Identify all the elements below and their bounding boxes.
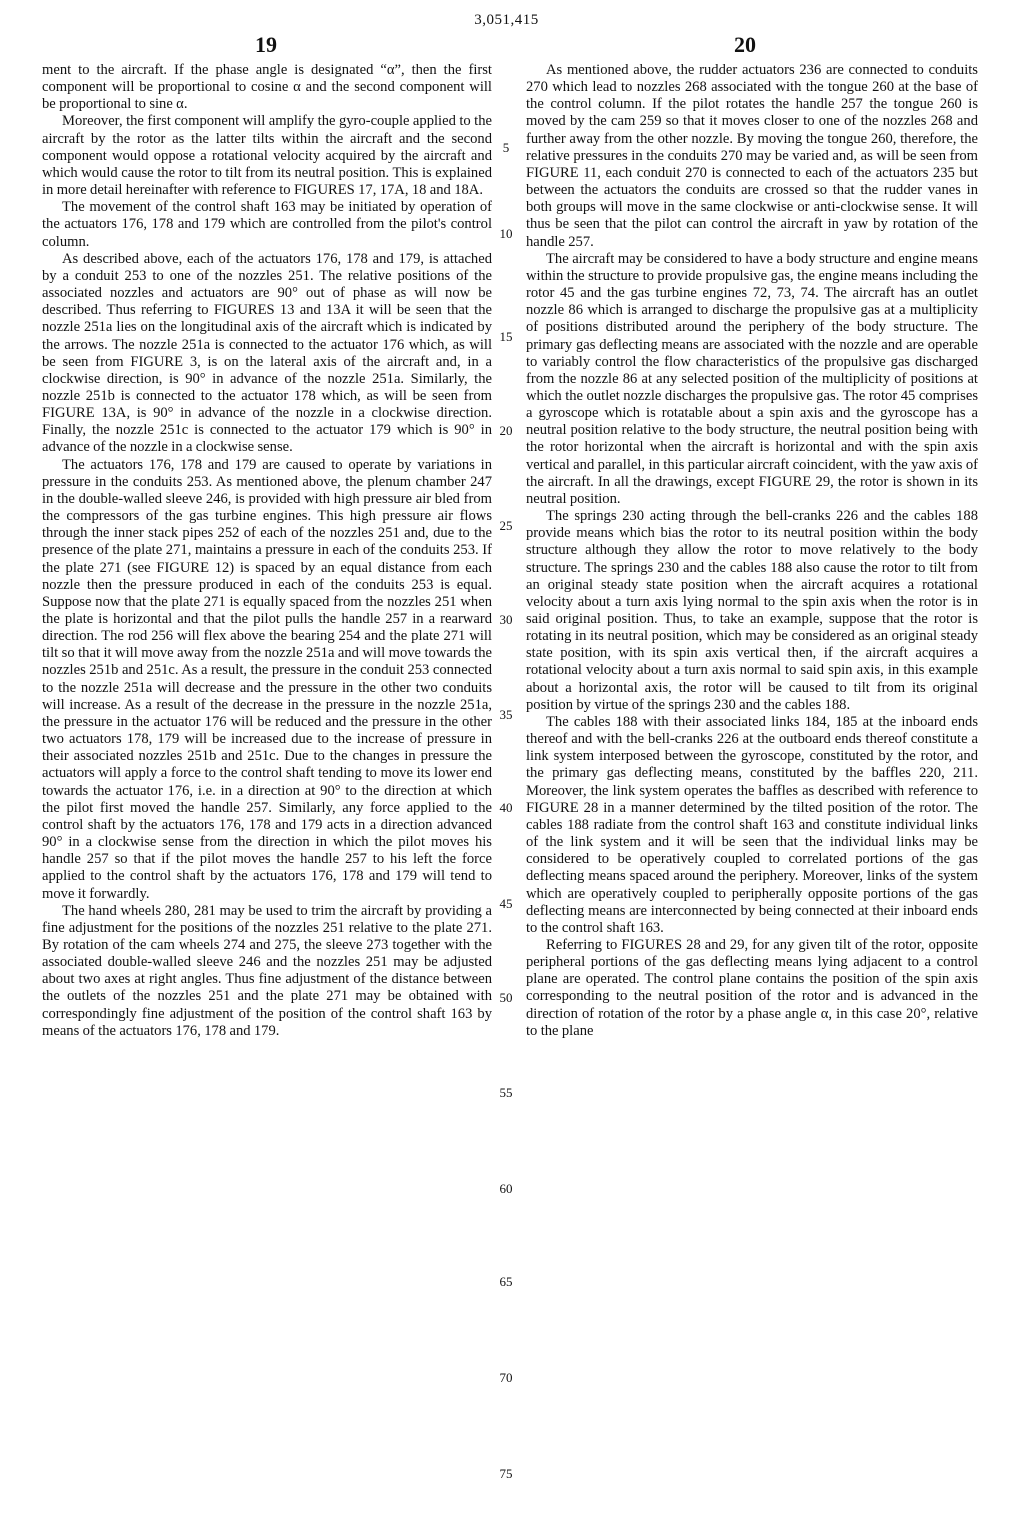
patent-number: 3,051,415	[474, 12, 539, 28]
right-page-number: 20	[734, 32, 756, 57]
paragraph: The cables 188 with their associated links 184, 185 at the inboard ends thereof and with the bell-cranks 226 at the outboard ends thereof constitute a link system interposed between the gyroscope, constituted by the rotor, and the primary gas deflecting means, constituted by the baffles 220, 211. Moreover, the link system operates the baffles as described with reference to FIGURE 28 in a manner determined by the tilted position of the rotor. The cables 188 radiate from the control shaft 163 and constitute individual links of the link system and it will be seen that the individual links may be considered to be operatively coupled to correlated portions of the gas deflecting means spaced around the periphery. Moreover, links of the system which are operatively coupled to peripherally opposite portions of the gas deflecting means are interconnected by being connected at their inboard ends to the control shaft 163.	[526, 713, 978, 936]
left-page-number: 19	[255, 32, 277, 57]
paragraph: ment to the aircraft. If the phase angle is designated “α”, then the first component will be proportional to cosine α and the second component will be proportional to sine α.	[42, 62, 492, 113]
paragraph: Moreover, the first component will amplify the gyro-couple applied to the aircraft by the rotor as the latter tilts within the aircraft and the second component would oppose a rotational velocity acquired by the aircraft and which would cause the rotor to tilt from its neutral position. This is explained in more detail hereinafter with reference to FIGURES 17, 17A, 18 and 18A.	[42, 113, 492, 199]
paragraph: As mentioned above, the rudder actuators 236 are connected to conduits 270 which lead to nozzles 268 associated with the tongue 260 at the base of the control column. If the pilot rotates the handle 257 the tongue 260 is moved by the cam 259 so that it moves closer to one of the nozzles 268 and further away from the other nozzle. By moving the tongue 260, therefore, the relative pressures in the conduits 270 may be varied and, as will be seen from FIGURE 11, each conduit 270 is connected to each of the actuators 235 but between the actuators the conduits are crossed so that the rudder vanes in both groups will move in the same clockwise or anti-clockwise sense. It will thus be seen that the pilot can control the aircraft in yaw by rotation of the handle 257.	[526, 62, 978, 250]
left-column	[42, 62, 492, 1040]
paragraph: The aircraft may be considered to have a body structure and engine means within the structure to provide propulsive gas, the engine means including the rotor 45 and the gas turbine engines 72, 73, 74. The aircraft has an outlet nozzle 86 which is arranged to discharge the propulsive gas at a multiplicity of positions distributed around the periphery of the body structure. The primary gas deflecting means are associated with the nozzle and are operable to variably control the flow characteristics of the propulsive gas discharged from the nozzle 86 at any selected position of the multiplicity of positions at which the outlet nozzle discharges the propulsive gas. The rotor 45 comprises a gyroscope which is rotatable about a spin axis and the gyroscope has a neutral position relative to the body structure, the neutral position being with the rotor horizontal when the aircraft is horizontal and with the spin axis vertical and parallel, in this particular aircraft coincident, with the yaw axis of the aircraft. In all the drawings, except FIGURE 29, the rotor is shown in its neutral position.	[526, 250, 978, 507]
line-number: 70	[499, 1370, 513, 1385]
line-number: 15	[499, 329, 513, 344]
line-number: 55	[499, 1085, 513, 1100]
line-number: 75	[499, 1466, 513, 1481]
line-number: 10	[499, 226, 513, 241]
line-number: 50	[499, 990, 513, 1005]
line-number: 25	[499, 518, 513, 533]
line-number: 5	[502, 140, 510, 155]
paragraph: Referring to FIGURES 28 and 29, for any given tilt of the rotor, opposite peripheral portions of the gas deflecting means lying adjacent to a control plane are operated. The control plane contains the position of the spin axis corresponding to the neutral position of the rotor and is advanced in the direction of rotation of the rotor by a phase angle α, in this case 20°, relative to the plane	[526, 936, 978, 1039]
line-number: 35	[499, 707, 513, 722]
paragraph: The movement of the control shaft 163 may be initiated by operation of the actuators 176, 178 and 179 which are controlled from the pilot's control column.	[42, 199, 492, 250]
paragraph: The hand wheels 280, 281 may be used to trim the aircraft by providing a fine adjustment for the positions of the nozzles 251 relative to the plate 271. By rotation of the cam wheels 274 and 275, the sleeve 273 together with the associated double-walled sleeve 246 and the nozzles 251 may be adjusted about two axes at right angles. Thus fine adjustment of the distance between the outlets of the nozzles 251 and the plate 271 may be obtained with correspondingly fine adjustment of the position of the control shaft 163 by means of the actuators 176, 178 and 179.	[42, 902, 492, 1039]
right-column	[526, 62, 978, 1040]
line-number: 45	[499, 896, 513, 911]
paragraph: As described above, each of the actuators 176, 178 and 179, is attached by a conduit 253 to one of the nozzles 251. The relative positions of the associated nozzles and actuators are 90° out of phase as will now be described. Thus referring to FIGURES 13 and 13A it will be seen that the nozzle 251a lies on the longitudinal axis of the aircraft which is indicated by the arrows. The nozzle 251a is connected to the actuator 176 which, as will be seen from FIGURE 3, is on the lateral axis of the aircraft and, in a clockwise direction, is 90° in advance of the nozzle 251a. Similarly, the nozzle 251b is connected to the actuator 178 which, as will be seen from FIGURE 13A, is 90° in advance of the nozzle in a clockwise direction. Finally, the nozzle 251c is connected to the actuator 179 which is 90° in advance of the nozzle in a clockwise sense.	[42, 250, 492, 456]
paragraph: The actuators 176, 178 and 179 are caused to operate by variations in pressure in the conduits 253. As mentioned above, the plenum chamber 247 in the double-walled sleeve 246, is provided with high pressure air bled from the compressors of the gas turbine engines. This high pressure air flows through the inner stack pipes 252 of each of the nozzles 251 and, due to the presence of the plate 271, maintains a pressure in each of the conduits 253. If the plate 271 (see FIGURE 12) is spaced by an equal distance from each nozzle then the pressure produced in each of the conduits 253 is equal. Suppose now that the plate 271 is equally spaced from the nozzles 251 when the plate is horizontal and that the pilot pulls the handle 257 in a rearward direction. The rod 256 will flex above the bearing 254 and the plate 271 will tilt so that it will move away from the nozzle 251a and will move towards the nozzles 251b and 251c. As a result, the pressure in the conduit 253 connected to the nozzle 251a will decrease and the pressure in the other two conduits will increase. As a result of the decrease in the pressure in the nozzle 251a, the pressure in the actuator 176 will be reduced and the pressure in the other two actuators 178, 179 will be increased due to the increase of pressure in their associated nozzles 251b and 251c. Due to the changes in pressure the actuators will apply a force to the control shaft tending to move its lower end towards the actuator 176, i.e. in a direction at 90° to the direction at which the pilot first moved the handle 257. Similarly, any force applied to the control shaft by the actuators 176, 178 and 179 acts in a direction advanced 90° in a clockwise sense from the direction in which the pilot moves his handle 257 so that if the pilot moves the handle 257 to his left the force applied to the control shaft by the actuators 176, 178 and 179 will tend to move it forwardly.	[42, 456, 492, 902]
line-number: 60	[499, 1181, 513, 1196]
line-number: 20	[499, 423, 513, 438]
line-number: 65	[499, 1274, 513, 1289]
line-number: 30	[499, 612, 513, 627]
paragraph: The springs 230 acting through the bell-cranks 226 and the cables 188 provide means which bias the rotor to its neutral position within the body structure although they allow the rotor to move relatively to the body structure. The springs 230 and the cables 188 also cause the rotor to tilt from an original steady state position when the aircraft acquires a rotational velocity about a turn axis lying normal to the spin axis when the rotor is in said original position. Thus, to take an example, suppose that the rotor is rotating in its neutral position, which may be considered as an original steady state position, with its spin axis vertical then, if the aircraft acquires a rotational velocity about a turn axis normal to said spin axis, in this example about a horizontal axis, the rotor will be caused to tilt from its original position by virtue of the springs 230 and the cables 188.	[526, 508, 978, 713]
line-number: 40	[499, 800, 513, 815]
